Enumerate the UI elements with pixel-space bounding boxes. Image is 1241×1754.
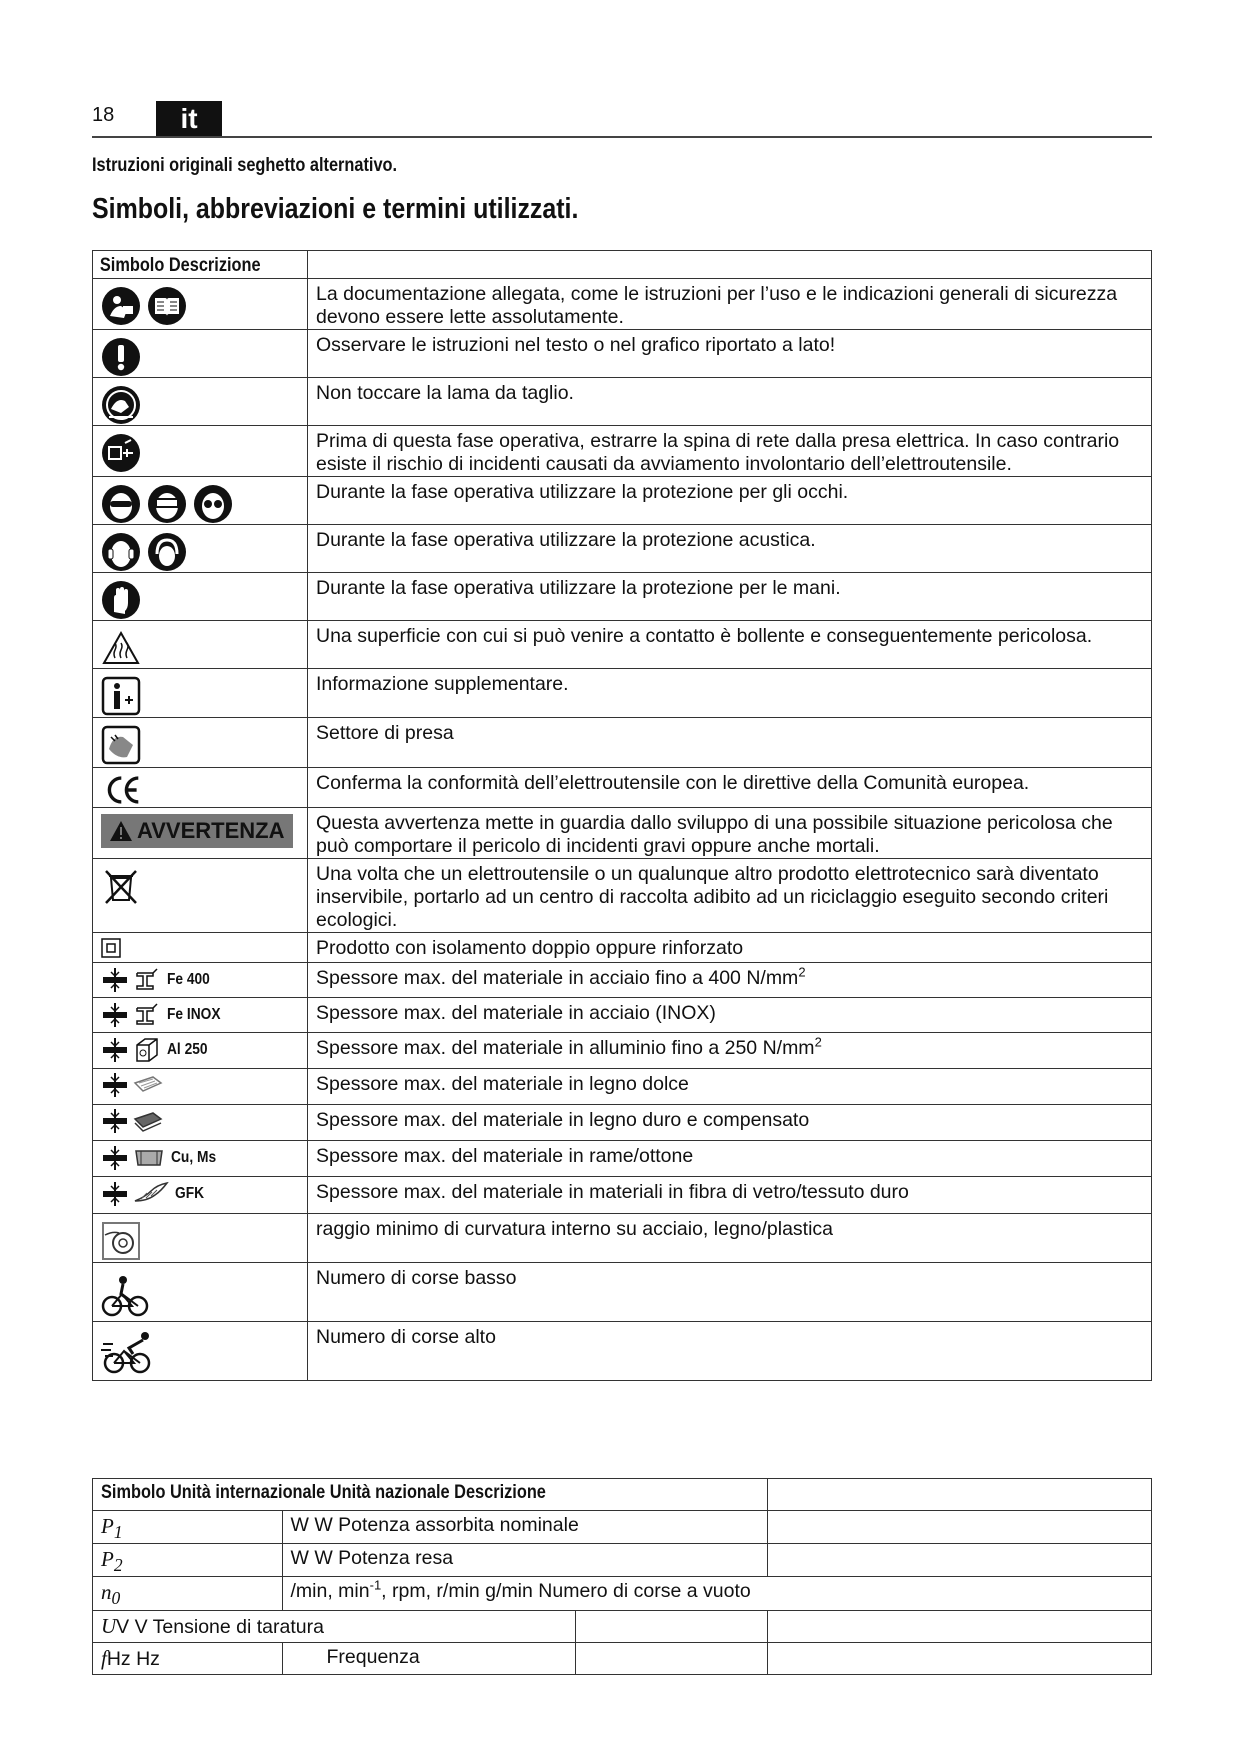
- table-row-description: W W Potenza assorbita nominale: [282, 1511, 768, 1544]
- table-row: [93, 1105, 308, 1141]
- table-row-description: Numero di corse alto: [308, 1322, 1152, 1381]
- curve-radius-icon: [101, 1221, 141, 1261]
- warning-badge: AVVERTENZA: [101, 814, 293, 848]
- table-row-description: Una superficie con cui si può venire a contatto è bollente e conseguentemente pericolosa.: [308, 621, 1152, 669]
- table-header: Simbolo Descrizione: [93, 251, 308, 279]
- table-row-description: Prodotto con isolamento doppio oppure rinforzato: [308, 933, 1152, 963]
- glove-icon: [101, 580, 141, 620]
- symbols-table: [92, 250, 1152, 1381]
- table-row: [93, 963, 308, 998]
- table-row-description: Frequenza: [282, 1642, 575, 1674]
- material-label: Fe 400: [167, 971, 210, 988]
- table-row-description: Settore di presa: [308, 718, 1152, 768]
- material-label: Fe INOX: [167, 1006, 221, 1023]
- no-touch-blade-icon: [101, 385, 141, 425]
- table-row: [93, 859, 308, 933]
- table-row: [93, 933, 308, 963]
- earmuff-icon: [147, 532, 187, 572]
- table-row: [93, 330, 308, 378]
- table-row-description: Non toccare la lama da taglio.: [308, 378, 1152, 426]
- bike-fast-icon: [101, 1330, 157, 1374]
- table-row: [93, 426, 308, 477]
- table-row: [93, 1141, 308, 1177]
- table-row-description: Prima di questa fase operativa, estrarre la spina di rete dalla presa elettrica. In caso contrario esiste il rischio di incidenti causati da avviamento involontario dell’elettroutensile.: [308, 426, 1152, 477]
- thickness-icon: [101, 1109, 129, 1133]
- table-row: [93, 808, 308, 859]
- table-row: [93, 1263, 308, 1322]
- copper-pipe-icon: [133, 1145, 165, 1171]
- hardwood-icon: [133, 1109, 163, 1133]
- thickness-icon: [101, 1146, 129, 1170]
- table-row: [93, 1033, 308, 1069]
- thickness-icon: [101, 1073, 129, 1097]
- book-icon: [147, 286, 187, 326]
- table-row-description: Una volta che un elettroutensile o un qualunque altro prodotto elettrotecnico sarà diventato inservibile, portarlo ad un centro di raccolta adibito ad un riciclaggio eseguito secondo criteri ecologici.: [308, 859, 1152, 933]
- face-shield-icon: [147, 484, 187, 524]
- table-row-description: Spessore max. del materiale in acciaio (INOX): [308, 998, 1152, 1033]
- warning-triangle-icon: [109, 820, 133, 842]
- units-table-header: Simbolo Unità internazionale Unità nazionale Descrizione: [93, 1479, 768, 1511]
- table-row-description: Spessore max. del materiale in alluminio fino a 250 $N/mm^2$: [308, 1033, 1152, 1069]
- table-row-description: /min, $\min^{-1}$, rpm, r/min g/min Numero di corse a vuoto: [282, 1577, 1152, 1610]
- waste-bin-icon: [101, 866, 141, 906]
- aluminium-profile-icon: [133, 1037, 161, 1063]
- attention-icon: [101, 337, 141, 377]
- table-row-description: Informazione supplementare.: [308, 669, 1152, 718]
- table-row: $n_0$: [93, 1577, 283, 1610]
- table-row: $P_1$: [93, 1511, 283, 1544]
- table-row-description: Conferma la conformità dell’elettroutensile con le direttive della Comunità europea.: [308, 768, 1152, 808]
- unplug-icon: [101, 433, 141, 473]
- grip-area-icon: [101, 725, 141, 765]
- ce-mark-icon: [101, 773, 145, 807]
- table-row: fHz Hz: [93, 1642, 283, 1674]
- info-icon: [101, 676, 141, 716]
- table-row: [93, 718, 308, 768]
- double-insulation-icon: [101, 938, 121, 958]
- material-label: Al 250: [167, 1041, 208, 1058]
- table-row: [93, 669, 308, 718]
- page-number: 18: [92, 104, 115, 126]
- table-row: [93, 279, 308, 330]
- steel-beam-icon: [133, 967, 161, 993]
- table-row: $P_2$: [93, 1544, 283, 1577]
- goggles-icon: [193, 484, 233, 524]
- table-row-description: Durante la fase operativa utilizzare la protezione acustica.: [308, 525, 1152, 573]
- table-row-description: La documentazione allegata, come le istruzioni per l’uso e le indicazioni generali di sicurezza devono essere lette assolutamente.: [308, 279, 1152, 330]
- page-header: [92, 96, 1152, 138]
- table-row-description: Spessore max. del materiale in materiali in fibra di vetro/tessuto duro: [308, 1177, 1152, 1214]
- read-manual-icon: [101, 286, 141, 326]
- table-row-description: Numero di corse basso: [308, 1263, 1152, 1322]
- table-row-description: Durante la fase operativa utilizzare la protezione per le mani.: [308, 573, 1152, 621]
- thickness-icon: [101, 1182, 129, 1206]
- table-row-description: raggio minimo di curvatura interno su acciaio, legno/plastica: [308, 1214, 1152, 1263]
- table-row: UV V Tensione di taratura: [93, 1610, 576, 1642]
- material-label: Cu, Ms: [171, 1149, 217, 1166]
- fiberglass-icon: [133, 1181, 169, 1207]
- thickness-icon: [101, 968, 129, 992]
- table-row: [93, 1322, 308, 1381]
- table-row-description: W W Potenza resa: [282, 1544, 768, 1577]
- bike-slow-icon: [101, 1275, 149, 1317]
- thickness-icon: [101, 1038, 129, 1062]
- table-row: [93, 621, 308, 669]
- document-subtitle: Istruzioni originali seghetto alternativo.: [92, 155, 398, 176]
- eye-protection-icon: [101, 484, 141, 524]
- table-row: [93, 477, 308, 525]
- table-row: [93, 1069, 308, 1105]
- ear-protection-icon: [101, 532, 141, 572]
- table-row-description: Durante la fase operativa utilizzare la protezione per gli occhi.: [308, 477, 1152, 525]
- table-row: [93, 1214, 308, 1263]
- table-row: [93, 378, 308, 426]
- softwood-icon: [133, 1073, 163, 1097]
- table-row: [93, 998, 308, 1033]
- table-row-description: Spessore max. del materiale in rame/ottone: [308, 1141, 1152, 1177]
- units-table: [92, 1478, 1152, 1675]
- table-row: [93, 768, 308, 808]
- table-row-description: Spessore max. del materiale in legno duro e compensato: [308, 1105, 1152, 1141]
- table-row-description: Spessore max. del materiale in legno dolce: [308, 1069, 1152, 1105]
- steel-beam-icon: [133, 1002, 161, 1028]
- table-row: [93, 573, 308, 621]
- table-row: [93, 525, 308, 573]
- language-tag: it: [156, 101, 222, 136]
- table-row-description: Questa avvertenza mette in guardia dallo sviluppo di una possibile situazione pericolosa che può comportare il pericolo di incidenti gravi oppure anche mortali.: [308, 808, 1152, 859]
- hot-surface-icon: [101, 628, 141, 668]
- table-row-description: Osservare le istruzioni nel testo o nel grafico riportato a lato!: [308, 330, 1152, 378]
- table-row-description: Spessore max. del materiale in acciaio fino a 400 $N/mm^2$: [308, 963, 1152, 998]
- section-title: Simboli, abbreviazioni e termini utilizzati.: [92, 193, 579, 225]
- table-row: [93, 1177, 308, 1214]
- thickness-icon: [101, 1003, 129, 1027]
- material-label: GFK: [175, 1185, 205, 1202]
